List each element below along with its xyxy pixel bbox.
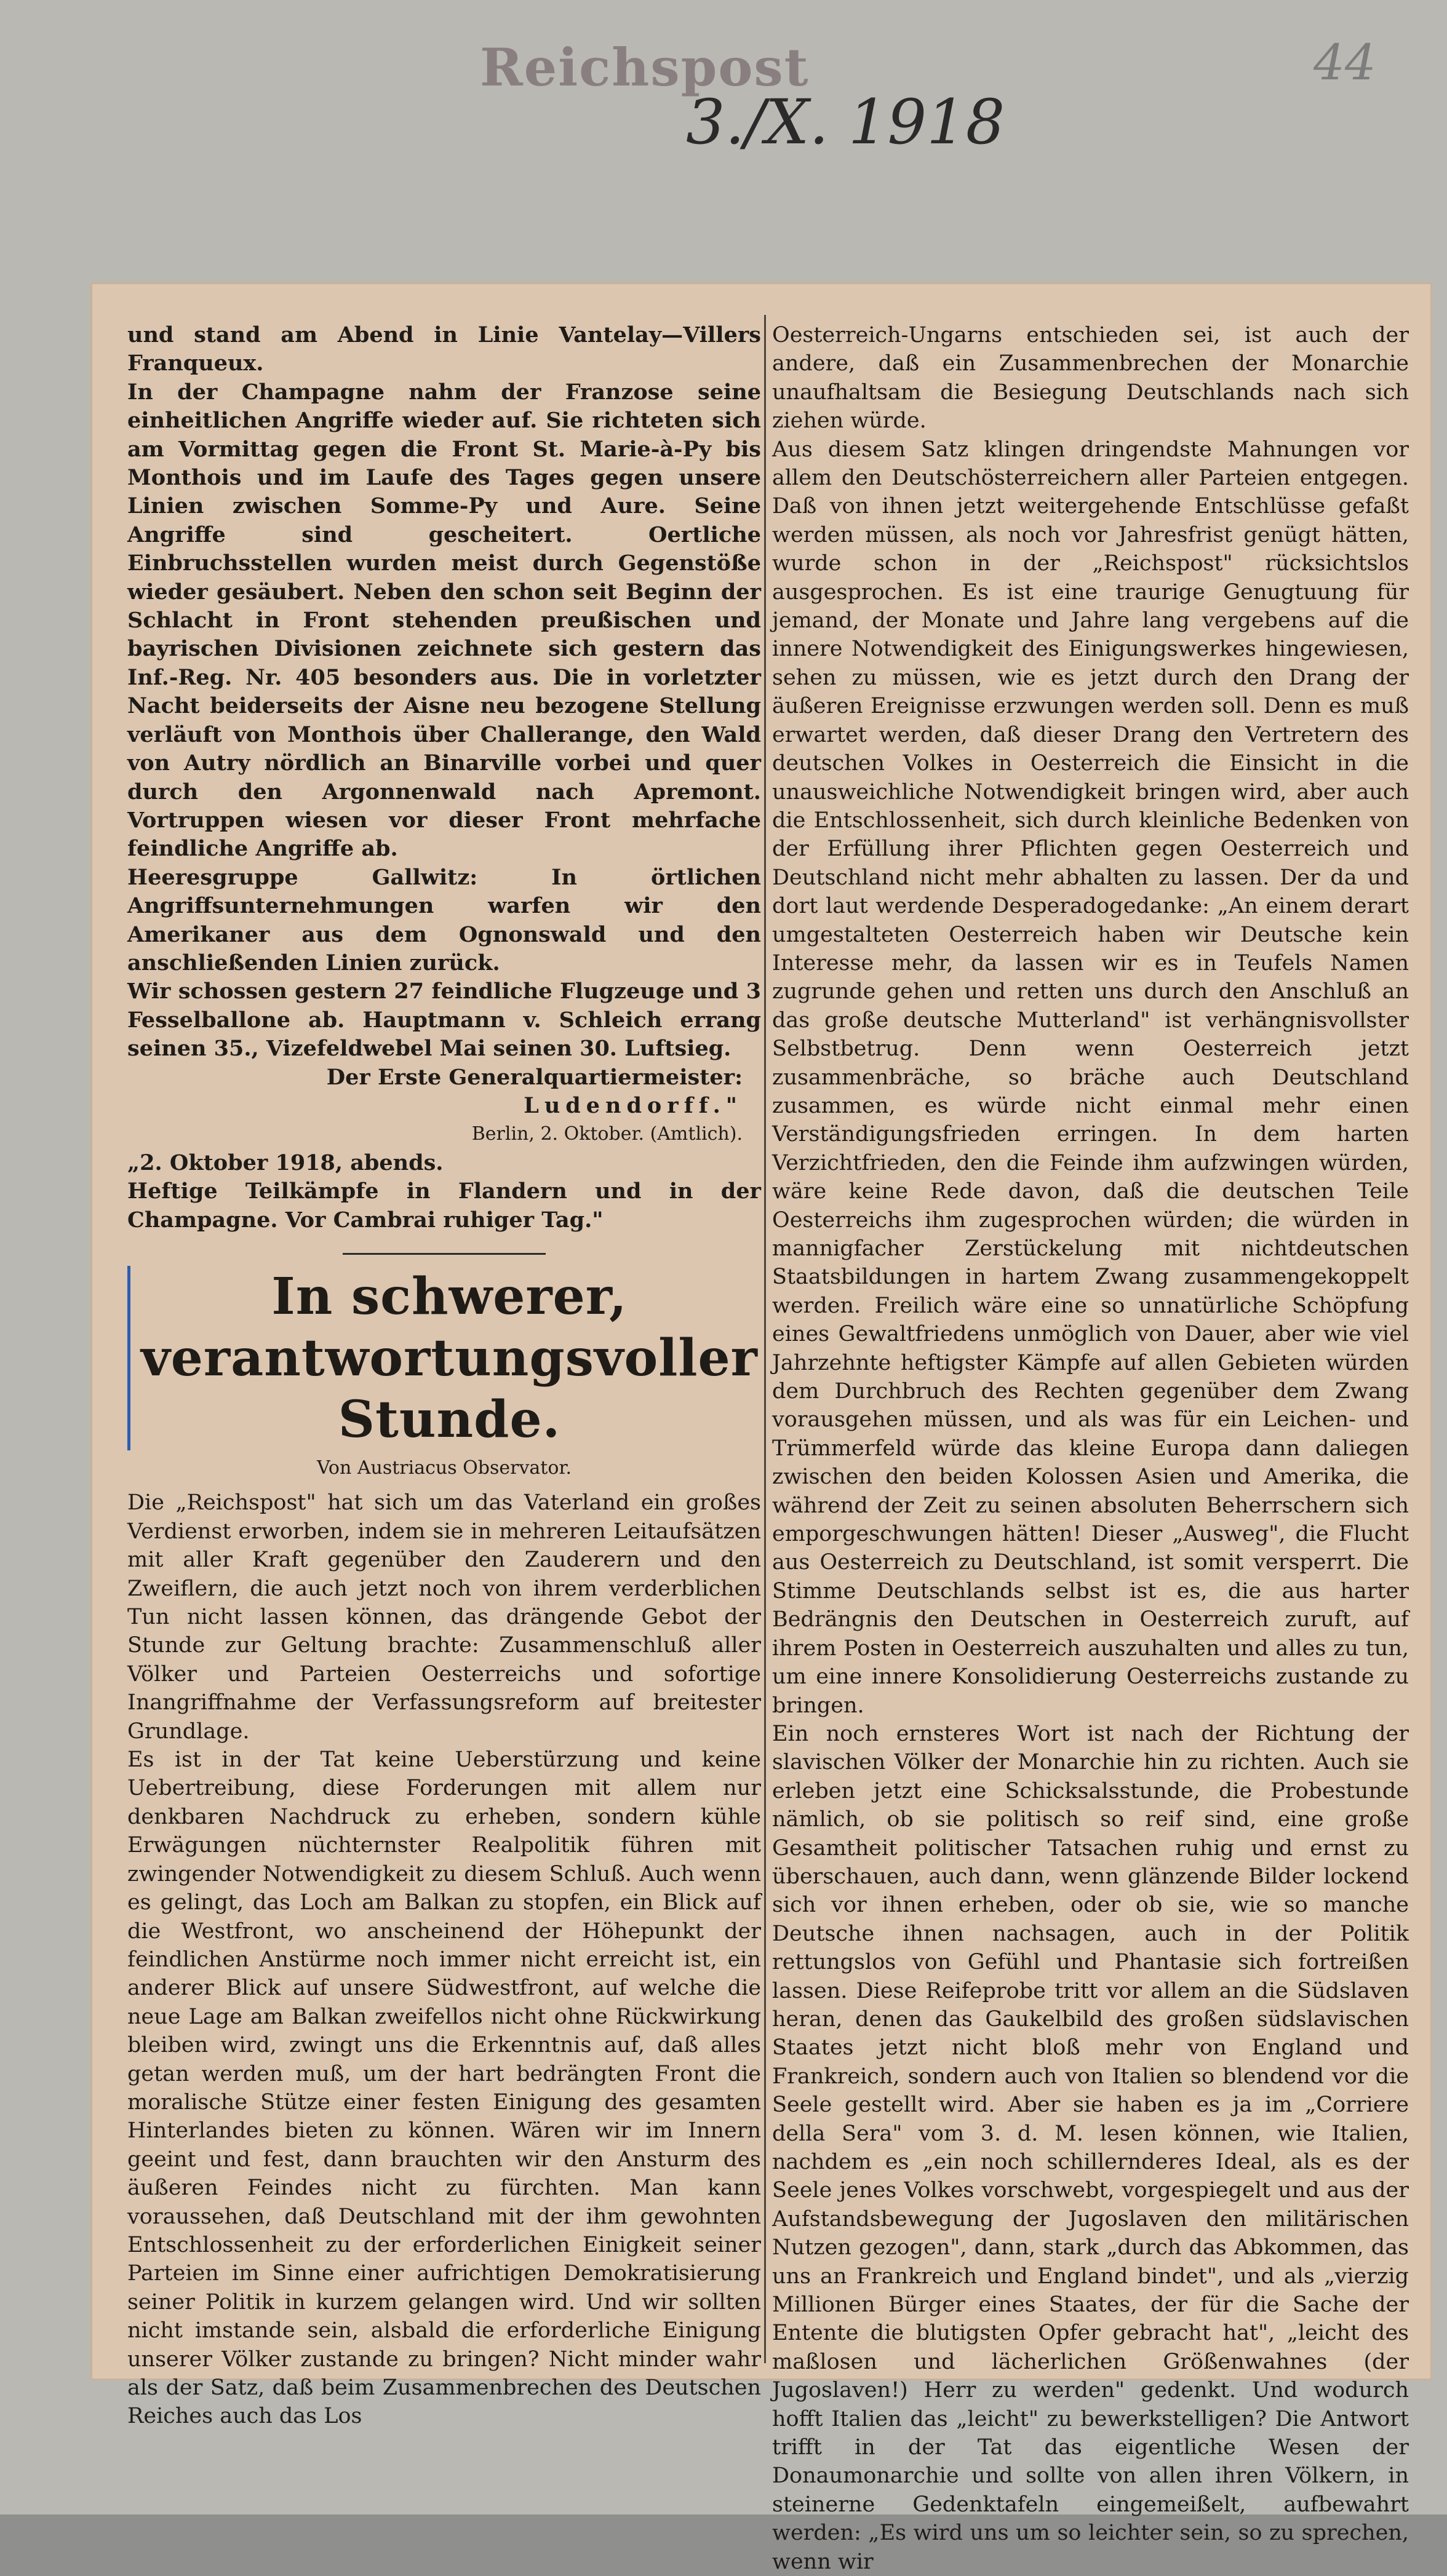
report-paragraph: Heeresgruppe Gallwitz: In örtlichen Angriffsunternehmungen warfen wir den Amerikaner aus dem Ognonswald und den anschließenden Linien zurück. [127, 864, 761, 976]
bulletin-date: „2. Oktober 1918, abends. [127, 1150, 444, 1175]
report-paragraph: In der Champagne nahm der Franzose seine einheitlichen Angriffe wieder auf. Sie richteten sich am Vormittag gegen die Front St. Marie-à-Py bis Monthois und im Laufe des Tages gegen unsere Linien zwischen Somme-Py und Aure. Seine Angriffe sind gescheitert. Oertliche Einbruchsstellen wurden meist durch Gegenstöße wieder gesäubert. Neben den schon seit Beginn der Schlacht in Front stehenden preußischen und bayrischen Divisionen zeichnete sich gestern das Inf.-Reg. Nr. 405 besonders aus. Die in vorletzter Nacht beiderseits der Aisne neu bezogene Stellung verläuft von Monthois über Challerange, den Wald von Autry nördlich an Binarville vorbei und quer durch den Argonnenwald nach Apremont. Vortruppen wiesen vor dieser Front mehrfache feindliche Angriffe ab. [127, 379, 761, 862]
report-paragraph: und stand am Abend in Linie Vantelay—Villers Franqueux. [127, 322, 761, 376]
article-paragraph: Aus diesem Satz klingen dringendste Mahnungen vor allem den Deutschösterreichern aller Parteien entgegen. Daß von ihnen jetzt weitergehende Entschlüsse gefaßt werden müssen, als noch vor Jahresfrist genügt hätten, wurde schon in der „Reichspost" rücksichtslos ausgesprochen. Es ist eine traurige Genugtuung für jemand, der Monate und Jahre lang vergebens auf die innere Notwendigkeit des Einigungswerkes hingewiesen, sehen zu müssen, wie es jetzt durch den Drang der äußeren Ereignisse erzwungen werden soll. Denn es muß erwartet werden, daß dieser Drang den Vertretern des deutschen Volkes in Oesterreich die Einsicht in die unausweichliche Notwendigkeit bringen wird, aber auch die Entschlossenheit, sich durch kleinliche Bedenken von der Erfüllung ihrer Pflichten gegen Oesterreich und Deutschland nicht mehr abhalten zu lassen. Der da und dort laut werdende Desperadogedanke: „An einem derart umgestalteten Oesterreich haben wir Deutsche kein Interesse mehr, da lassen wir es in Teufels Namen zugrunde gehen und retten uns durch den Anschluß an das große deutsche Mutterland" ist verhängnisvollster Selbstbetrug. Denn wenn Oesterreich jetzt zusammenbräche, so bräche auch Deutschland zusammen, es würde nicht einmal mehr einen Verständigungsfrieden erringen. In dem harten Verzichtfrieden, den die Feinde ihm aufzwingen würden, wäre keine Rede davon, daß die deutschen Teile Oesterreichs ihm zugesprochen würden; die würden in mannigfacher Zerstückelung mit nichtdeutschen Staatsbildungen in hartem Zwang zusammengekoppelt werden. Freilich wäre eine so unnatürliche Schöpfung eines Gewaltfriedens unmöglich von Dauer, aber wie viel Jahrzehnte heftigster Kämpfe auf allen Gebieten würden dem Durchbruch des Rechten gegenüber dem Zwang vorausgehen müssen, und als was für ein Leichen- und Trümmerfeld würde das kleine Europa dann daliegen zwischen den beiden Kolossen Asien und Amerika, die während der Zeit zu seinen absoluten Beherrschern sich emporgeschwungen hätten! Dieser „Ausweg", die Flucht aus Oesterreich zu Deutschland, ist somit versperrt. Die Stimme Deutschlands selbst ist es, die aus harter Bedrängnis den Deutschen in Oesterreich zuruft, auf ihrem Posten in Oesterreich auszuhalten und alles zu tun, um eine innere Konsolidierung Oesterreichs zustande zu bringen. [772, 437, 1409, 1718]
signature-name: Ludendorff." [524, 1092, 743, 1118]
article-byline: Von Austriacus Observator. [317, 1457, 572, 1479]
newspaper-clipping [92, 284, 1430, 2574]
article-paragraph: Die „Reichspost" hat sich um das Vaterland ein großes Verdienst erworben, indem sie in mehreren Leitaufsätzen mit aller Kraft gegenüber den Zauderern und den Zweiflern, die auch jetzt noch von ihrem verderblichen Tun nicht lassen können, das drängende Gebot der Stunde zur Geltung brachte: Zusammenschluß aller Völker und Parteien Oesterreichs und sofortige Inangriffnahme der Verfassungsreform auf breitester Grundlage. [127, 1490, 761, 1744]
signature-title: Der Erste Generalquartiermeister: [326, 1064, 743, 1090]
handwritten-date: 3./X. 1918 [686, 86, 1005, 158]
left-column [127, 321, 761, 2431]
article-paragraph: Es ist in der Tat keine Ueberstürzung und keine Uebertreibung, diese Forderungen mit allem nur denkbaren Nachdruck zu erheben, sondern kühle Erwägungen nüchternster Realpolitik führen mit zwingender Notwendigkeit zu diesem Schluß. Auch wenn es gelingt, das Loch am Balkan zu stopfen, ein Blick auf die Westfront, wo anscheinend der Höhepunkt der feindlichen Anstürme noch immer nicht erreicht ist, ein anderer Blick auf unsere Südwestfront, auf welche die neue Lage am Balkan zweifellos nicht ohne Rückwirkung bleiben wird, zwingt uns die Erkenntnis auf, daß alles getan werden muß, um der hart bedrängten Front die moralische Stütze einer festen Einigung des gesamten Hinterlandes bieten zu können. Wären wir im Innern geeint und fest, dann brauchten wir den Ansturm des äußeren Feindes nicht zu fürchten. Man kann voraussehen, daß Deutschland mit der ihm gewohnten Entschlossenheit zu der erforderlichen Einigkeit seiner Parteien im Sinne einer aufrichtigen Demokratisierung seiner Politik in kurzem gelangen wird. Und wir sollten nicht imstande sein, alsbald die erforderliche Einigung unserer Völker zustande zu bringen? Nicht minder wahr als der Satz, daß beim Zusammenbrechen des Deutschen Reiches auch das Los [127, 1747, 761, 2429]
column-divider [764, 315, 766, 2363]
article-headline: In schwerer, verantwortungsvoller Stunde. [127, 1266, 761, 1450]
reichspost-stamp: Reichspost [480, 37, 810, 98]
right-column [772, 321, 1409, 2576]
handwritten-page-number: 44 [1313, 34, 1376, 91]
section-rule [343, 1253, 546, 1255]
dateline: Berlin, 2. Oktober. (Amtlich). [471, 1123, 743, 1145]
bulletin-text: Heftige Teilkämpfe in Flandern und in der Champagne. Vor Cambrai ruhiger Tag." [127, 1179, 761, 1233]
article-paragraph: Ein noch ernsteres Wort ist nach der Richtung der slavischen Völker der Monarchie hin zu richten. Auch sie erleben jetzt eine Schicksalsstunde, die Probestunde nämlich, ob sie politisch so reif sind, eine große Gesamtheit politischer Tatsachen ruhig und ernst zu überschauen, auch dann, wenn glänzende Bilder lockend sich vor ihnen erheben, oder ob sie, wie so manche Deutsche ihnen nachsagen, auch in der Politik rettungslos von Gefühl und Phantasie sich fortreißen lassen. Diese Reifeprobe tritt vor allem an die Südslaven heran, denen das Gaukelbild des großen südslavischen Staates jetzt nicht bloß mehr von England und Frankreich, sondern auch von Italien so blendend vor die Seele gestellt wird. Aber sie haben es ja im „Corriere della Sera" vom 3. d. M. lesen können, wie Italien, nachdem es „ein noch schillernderes Ideal, als es der Seele jenes Volkes vorschwebt, vorgespiegelt und aus der Aufstandsbewegung der Jugoslaven den militärischen Nutzen gezogen", dann, stark „durch das Abkommen, das uns an Frankreich und England bindet", und als „vierzig Millionen Bürger eines Staates, der für die Sache der Entente die blutigsten Opfer gebracht hat", „leicht des maßlosen und lächerlichen Größenwahnes (der Jugoslaven!) Herr zu werden" gedenkt. Und wodurch hofft Italien das „leicht" zu bewerkstelligen? Die Antwort trifft in der Tat das eigentliche Wesen der Donaumonarchie und sollte von allen ihren Völkern, in steinerne Gedenktafeln eingemeißelt, aufbewahrt werden: „Es wird uns um so leichter sein, so zu sprechen, wenn wir [772, 1721, 1409, 2574]
report-paragraph: Wir schossen gestern 27 feindliche Flugzeuge und 3 Fesselballone ab. Hauptmann v. Schleich errang seinen 35., Vizefeldwebel Mai seinen 30. Luftsieg. [127, 979, 761, 1062]
article-paragraph: Oesterreich-Ungarns entschieden sei, ist auch der andere, daß ein Zusammenbrechen der Monarchie unaufhaltsam die Besiegung Deutschlands nach sich ziehen würde. [772, 323, 1409, 434]
